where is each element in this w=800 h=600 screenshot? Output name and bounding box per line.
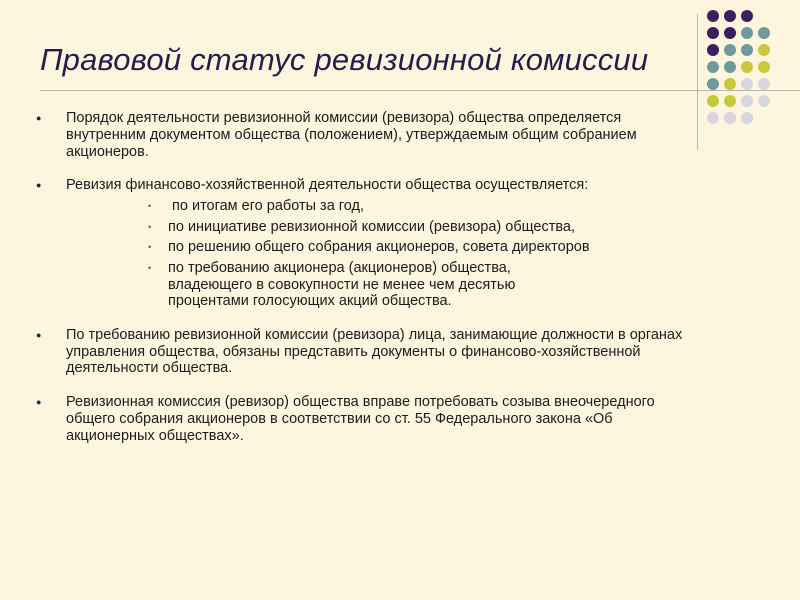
decor-dot bbox=[724, 95, 736, 107]
sub-item bbox=[148, 219, 686, 236]
decor-dot bbox=[724, 27, 736, 39]
bullet-marker-icon: ● bbox=[36, 397, 42, 408]
decor-dot bbox=[707, 44, 719, 56]
decor-dot bbox=[724, 44, 736, 56]
sub-item-text: по итогам его работы за год, bbox=[168, 198, 364, 215]
decor-dot bbox=[741, 27, 753, 39]
sub-item bbox=[148, 239, 686, 256]
decor-dot bbox=[707, 78, 719, 90]
decor-dot bbox=[724, 112, 736, 124]
decor-dot bbox=[741, 61, 753, 73]
decor-dot bbox=[707, 112, 719, 124]
decor-dot bbox=[758, 44, 770, 56]
bullet-text: Ревизия финансово-хозяйственной деятельности общества осуществляется: bbox=[66, 177, 589, 194]
sub-list bbox=[36, 198, 686, 310]
sub-item bbox=[148, 198, 686, 215]
sub-bullet-icon: • bbox=[148, 262, 152, 273]
bullet-text: Порядок деятельности ревизионной комиссии (ревизора) общества определяется внутренним документом общества (положением), утверждаемым общим собранием акционеров. bbox=[66, 110, 637, 160]
bullet-item bbox=[36, 110, 686, 160]
decorative-dot-grid bbox=[707, 10, 771, 130]
decor-dot bbox=[741, 95, 753, 107]
decor-dot bbox=[707, 10, 719, 22]
sub-item bbox=[148, 260, 588, 310]
bullet-item bbox=[36, 177, 686, 194]
decor-dot bbox=[758, 27, 770, 39]
bullet-text: Ревизионная комиссия (ревизор) общества вправе потребовать созыва внеочередного общего собрания акционеров в соответствии со ст. 55 Федерального закона «Об акционерных обществах». bbox=[66, 394, 655, 444]
decor-dot bbox=[707, 61, 719, 73]
decor-dot bbox=[741, 112, 753, 124]
decor-dot bbox=[724, 61, 736, 73]
bullet-marker-icon: ● bbox=[36, 113, 42, 123]
sub-item-text: по инициативе ревизионной комиссии (ревизора) общества, bbox=[168, 218, 576, 235]
vertical-divider bbox=[697, 14, 698, 150]
slide-content bbox=[36, 110, 686, 445]
decor-dot bbox=[741, 78, 753, 90]
bullet-item bbox=[36, 394, 686, 444]
bullet-text: По требованию ревизионной комиссии (ревизора) лица, занимающие должности в органах управления общества, обязаны представить документы о финансово-хозяйственной деятельности общества. bbox=[66, 326, 683, 377]
decor-dot bbox=[724, 10, 736, 22]
decor-dot bbox=[741, 44, 753, 56]
decor-dot bbox=[707, 95, 719, 107]
sub-bullet-icon: • bbox=[148, 242, 152, 253]
title-underline bbox=[40, 90, 800, 91]
sub-bullet-icon: • bbox=[148, 221, 152, 232]
bullet-item bbox=[36, 327, 686, 377]
sub-item-text: по требованию акционера (акционеров) общества, владеющего в совокупности не менее чем десятью процентами голосующих акций общества. bbox=[168, 259, 516, 310]
sub-bullet-icon: • bbox=[148, 201, 152, 212]
bullet-marker-icon: ● bbox=[36, 329, 42, 340]
decor-dot bbox=[724, 78, 736, 90]
decor-dot bbox=[758, 61, 770, 73]
decor-dot bbox=[758, 95, 770, 107]
decor-dot bbox=[758, 78, 770, 90]
sub-item-text: по решению общего собрания акционеров, совета директоров bbox=[168, 239, 590, 256]
decor-dot bbox=[741, 10, 753, 22]
decor-dot bbox=[707, 27, 719, 39]
slide-title: Правовой статус ревизионной комиссии bbox=[40, 42, 649, 77]
bullet-marker-icon: ● bbox=[36, 180, 42, 191]
